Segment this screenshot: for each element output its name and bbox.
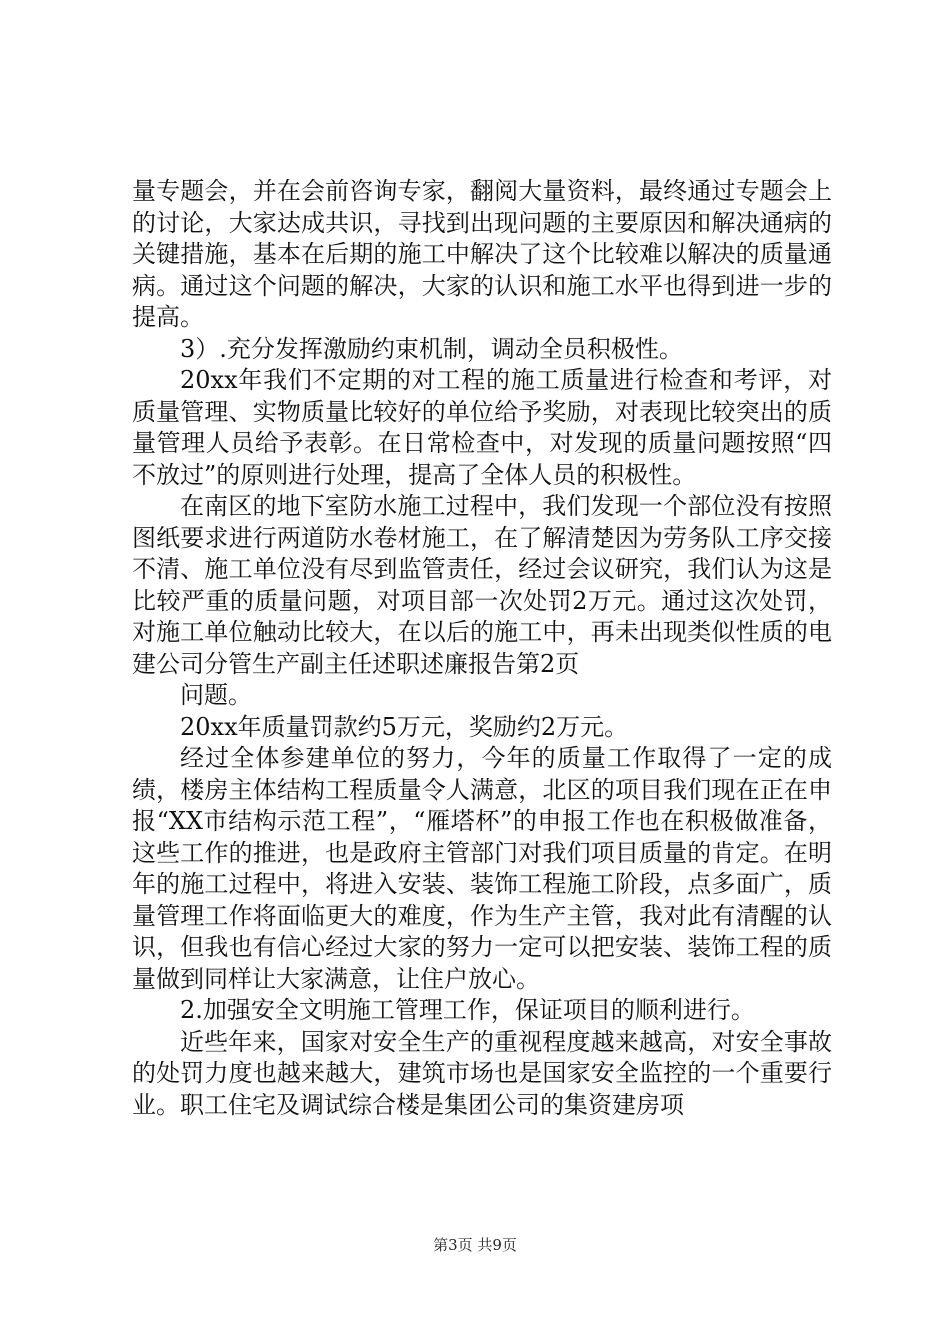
paragraph-continuation: 量专题会，并在会前咨询专家，翻阅大量资料，最终通过专题会上的讨论，大家达成共识，寻找到出现问题的主要原因和解决通病的关键措施，基本在后期的施工中解决了这个比较难以解决的质量通病。通过这个问题的解决，大家的认识和施工水平也得到进一步的提高。 bbox=[132, 177, 832, 331]
paragraph-safety-intro: 近些年来，国家对安全生产的重视程度越来越高，对安全事故的处罚力度也越来越大，建筑市场也是国家安全监控的一个重要行业。职工住宅及调试综合楼是集团公司的集资建房项 bbox=[132, 1027, 832, 1119]
paragraph-quality-inspection: 20xx年我们不定期的对工程的施工质量进行检查和考评，对质量管理、实物质量比较好的单位给予奖励，对表现比较突出的质量管理人员给予表彰。在日常检查中，对发现的质量问题按照“四不放过”的原则进行处理，提高了全体人员的积极性。 bbox=[132, 366, 832, 489]
page-number-footer: 第3页 共9页 bbox=[433, 1236, 517, 1254]
paragraph-issue: 问题。 bbox=[180, 681, 252, 709]
paragraph-achievements: 经过全体参建单位的努力，今年的质量工作取得了一定的成绩，楼房主体结构工程质量令人满意，北区的项目我们现在正在申报“XX市结构示范工程”，“雁塔杯”的申报工作也在积极做准备，这些工作的推进，也是政府主管部门对我们项目质量的肯定。在明年的施工过程中，将进入安装、装饰工程施工阶段，点多面广，质量管理工作将面临更大的难度，作为生产主管，我对此有清醒的认识，但我也有信心经过大家的努力一定可以把安装、装饰工程的质量做到同样让大家满意，让住户放心。 bbox=[132, 744, 832, 993]
paragraph-waterproofing-penalty: 在南区的地下室防水施工过程中，我们发现一个部位没有按照图纸要求进行两道防水卷材施工，在了解清楚因为劳务队工序交接不清、施工单位没有尽到监管责任，经过会议研究，我们认为这是比较严重的质量问题，对项目部一次处罚2万元。通过这次处罚，对施工单位触动比较大，在以后的施工中，再未出现类似性质的电建公司分管生产副主任述职述廉报告第2页 bbox=[132, 492, 832, 678]
paragraph-heading-incentive: 3）.充分发挥激励约束机制，调动全员积极性。 bbox=[180, 334, 683, 363]
paragraph-heading-safety: 2.加强安全文明施工管理工作，保证项目的顺利进行。 bbox=[180, 996, 755, 1024]
document-body bbox=[132, 176, 832, 1121]
paragraph-fines-rewards: 20xx年质量罚款约5万元，奖励约2万元。 bbox=[180, 712, 629, 741]
